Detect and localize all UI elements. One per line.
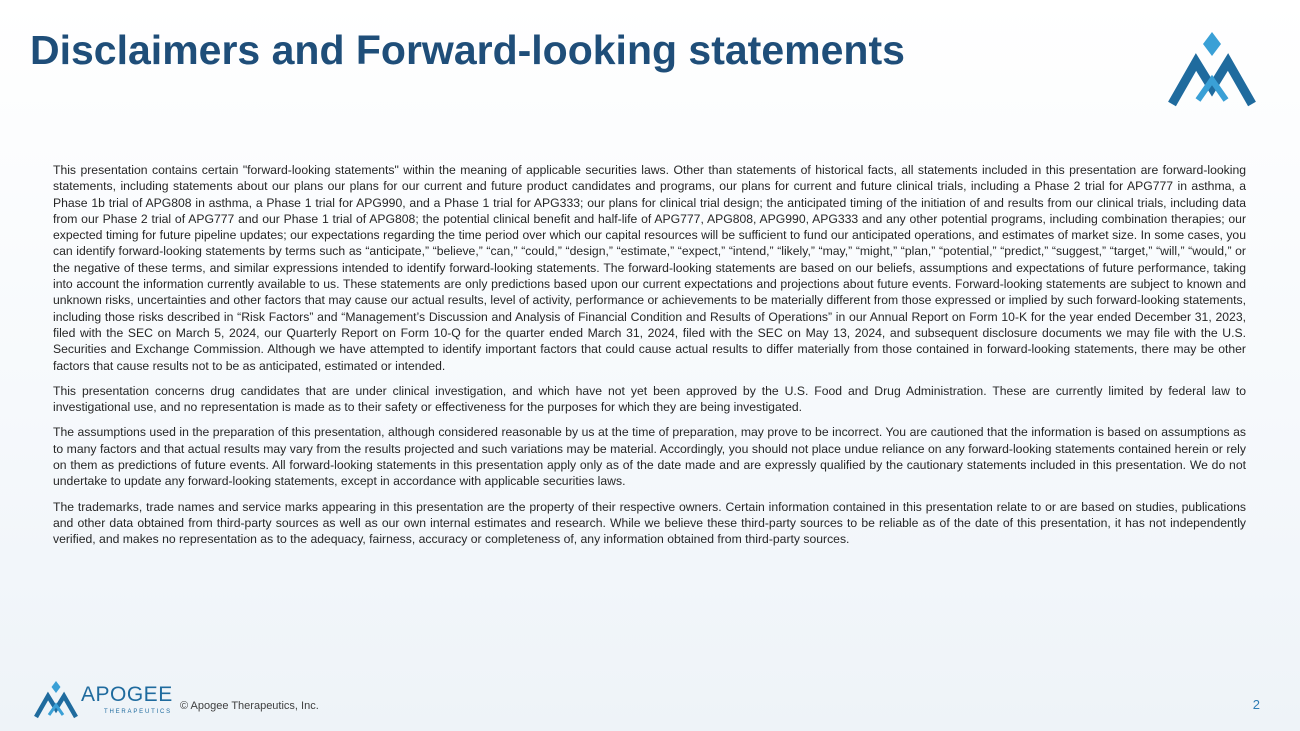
apogee-logo-icon: [1162, 30, 1262, 110]
apogee-footer-logo-icon: [31, 680, 81, 720]
trademarks-paragraph: The trademarks, trade names and service marks appearing in this presentation are the property of their respective owners. Certain information contained in this presentation relate to or are based on studies, publications and other data obtained from third-party sources as well as our own internal estimates and research. While we believe these third-party sources to be reliable as of the date of this presentation, it has not independently verified, and makes no representation as to the adequacy, fairness, accuracy or completeness of, any information obtained from third-party sources.: [53, 499, 1246, 547]
assumptions-paragraph: The assumptions used in the preparation of this presentation, although considered reasonable by us at the time of preparation, may prove to be incorrect. You are cautioned that the information is based on assumptions as to many factors and that actual results may vary from the results projected and such variations may be material. Accordingly, you should not place undue reliance on any forward-looking statements contained herein or rely on them as predictions of future events. All forward-looking statements in this presentation apply only as of the date made and are expressly qualified by the cautionary statements included in this presentation. We do not undertake to update any forward-looking statements, except in accordance with applicable securities laws.: [53, 425, 1246, 489]
clinical-investigation-paragraph: This presentation concerns drug candidates that are under clinical investigation, and which have not yet been approved by the U.S. Food and Drug Administration. These are currently limited by federal law to investigational use, and no representation is made as to their safety or effectiveness for the purposes for which they are being investigated.: [53, 383, 1246, 415]
logo-diamond-shape: [1203, 32, 1221, 56]
page-title: Disclaimers and Forward-looking statements: [30, 27, 905, 73]
copyright-text: © Apogee Therapeutics, Inc.: [180, 700, 319, 712]
footer-brand-subtitle: THERAPEUTICS: [104, 709, 172, 715]
page-number: 2: [1252, 697, 1260, 712]
footer-brand-name: APOGEE: [81, 683, 173, 706]
forward-looking-paragraph: This presentation contains certain "forward-looking statements" within the meaning of applicable securities laws. Other than statements of historical facts, all statements included in this presentation are forward-looking statements, including statements about our plans our plans for our current and future product candidates and programs, our plans for current and future clinical trials, including a Phase 2 trial for APG777 in asthma, a Phase 1b trial of APG808 in asthma, a Phase 1 trial for APG990, and a Phase 1 trial for APG333; our plans for clinical trial design; the anticipated timing of the initiation of and results from our clinical trials, including data from our Phase 2 trial of APG777 and our Phase 1 trial of APG808; the potential clinical benefit and half-life of APG777, APG808, APG990, APG333 and any other potential programs, including combination therapies; our expected timing for future pipeline updates; our expectations regarding the time period over which our capital resources will be sufficient to fund our anticipated operations, and estimates of market size. In some cases, you can identify forward-looking statements by terms such as “anticipate,” “believe,” “can,” “could,” “design,” “estimate,” “expect,” “intend,” “likely,” “may,” “might,” “plan,” “potential,” “predict,” “suggest,” “target,” “will,” “would,” or the negative of these terms, and similar expressions intended to identify forward-looking statements. The forward-looking statements are based on our beliefs, assumptions and expectations of future performance, taking into account the information currently available to us. These statements are only predictions based upon our current expectations and projections about future events. Forward-looking statements are subject to known and unknown risks, uncertainties and other factors that may cause our actual results, level of activity, performance or achievements to be materially different from those expressed or implied by such forward-looking statements, including those risks described in “Risk Factors” and “Management’s Discussion and Analysis of Financial Condition and Results of Operations” in our Annual Report on Form 10-K for the year ended December 31, 2023, filed with the SEC on March 5, 2024, our Quarterly Report on Form 10-Q for the quarter ended March 31, 2024, filed with the SEC on May 13, 2024, and subsequent disclosure documents we may file with the U.S. Securities and Exchange Commission. Although we have attempted to identify important factors that could cause actual results to differ materially from those contained in forward-looking statements, there may be other factors that cause results not to be as anticipated, estimated or intended.: [53, 163, 1246, 373]
footer: [0, 672, 1300, 731]
disclaimer-body: [53, 162, 1246, 557]
